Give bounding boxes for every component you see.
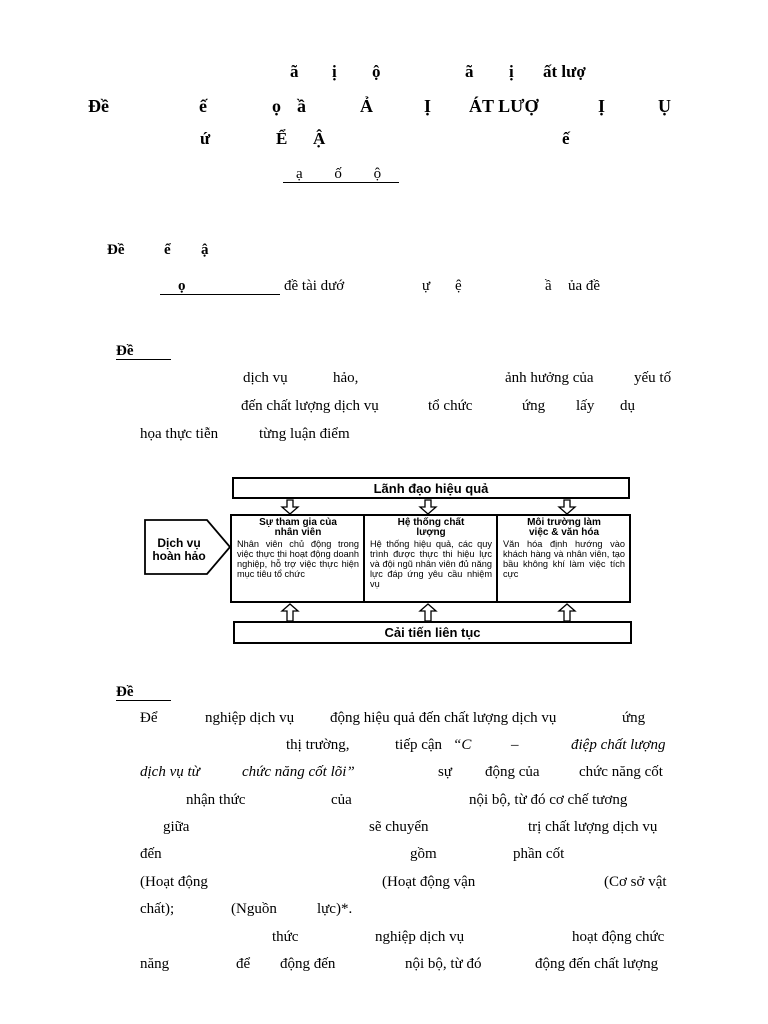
column-body: Hệ thống hiệu quả, các quy trình được thực thi hiệu lực và đội ngũ nhân viên đủ năng lực đáp ứng yêu cầu nhiệm vụ (370, 539, 492, 589)
down-arrow (420, 500, 436, 514)
text-fragment: của (331, 792, 352, 808)
title-fragment: Ậ (313, 129, 326, 148)
text-fragment: chức năng cốt (579, 764, 663, 780)
diagram-bottom-box (233, 621, 632, 644)
text-fragment: đến chất lượng dịch vụ (241, 398, 379, 414)
title-fragment: ầ (297, 96, 306, 116)
down-arrow (559, 500, 575, 514)
text-fragment: “C (453, 737, 472, 753)
text-fragment: dịch vụ (243, 370, 288, 386)
text-fragment: giữa (163, 819, 190, 835)
column-body: Nhân viên chủ động trong việc thực thi hoạt động doanh nghiệp, hỗ trợ việc thực hiện mục tiêu tổ chức (237, 539, 359, 579)
title-fragment: ị (332, 62, 337, 81)
text-fragment: động đến chất lượng (535, 956, 659, 972)
text-fragment: (Nguồn (231, 901, 277, 917)
diagram-left-label-line: hoàn hảo (152, 549, 206, 563)
text-fragment: nhận thức (186, 792, 246, 808)
up-arrow (559, 604, 575, 621)
title-fragment: ÁT LƯỢ (469, 96, 539, 116)
text-fragment: phần cốt (513, 846, 565, 862)
up-arrow (282, 604, 298, 621)
heading-underline (116, 359, 171, 360)
text-fragment: lực)*. (317, 901, 353, 917)
text-fragment: để (236, 956, 251, 972)
column-title (237, 518, 359, 538)
author-line: ạ ố ộ (296, 166, 396, 182)
text-fragment: nghiệp dịch vụ (375, 929, 465, 945)
text-fragment: yếu tố (634, 370, 672, 386)
text-fragment: – (511, 737, 519, 753)
text-fragment: động đến (280, 956, 336, 972)
text-fragment: điệp chất lượng (571, 737, 666, 753)
title-fragment: ọ (272, 96, 281, 116)
text-fragment: dụ (620, 398, 635, 414)
title-fragment: Ị (424, 96, 432, 116)
text-fragment: thức (272, 929, 299, 945)
section-heading: ể (164, 242, 171, 258)
section-heading: Đề (116, 684, 134, 700)
text-fragment: nội bộ, từ đó cơ chế tương (469, 792, 628, 808)
section-heading: Đề (107, 242, 125, 258)
title-fragment: ất lượ (543, 62, 586, 81)
diagram-bottom-label: Cải tiến liên tục (384, 625, 481, 640)
author-underline (283, 182, 399, 183)
up-arrow (420, 604, 436, 621)
title-fragment: ã (465, 62, 474, 81)
text-fragment: họa thực tiễn (140, 426, 219, 442)
title-fragment: ị (509, 62, 514, 81)
text-fragment: đề tài dướ (284, 278, 345, 294)
diagram-columns (230, 514, 631, 603)
text-fragment: chức năng cốt lõi” (242, 764, 355, 780)
text-fragment: trị chất lượng dịch vụ (528, 819, 658, 835)
title-fragment: Ể (276, 129, 288, 148)
text-fragment: năng (140, 956, 170, 972)
text-fragment: (Hoạt động (140, 874, 208, 890)
column-title-line: nhân viên (274, 527, 322, 538)
column-title-line: Môi trường làm (527, 517, 601, 528)
column-title-line: Sự tham gia của (259, 517, 337, 528)
text-fragment: ự (422, 278, 431, 294)
column-title-line: Hệ thống chất (397, 517, 465, 528)
text-fragment: gồm (410, 846, 437, 862)
text-fragment: ứng (522, 398, 546, 414)
text-fragment: động hiệu quả đến chất lượng dịch vụ (330, 710, 557, 726)
text-fragment: đến (140, 846, 162, 862)
text-fragment: ệ (455, 278, 462, 294)
title-fragment: ã (290, 62, 299, 81)
column-title (503, 518, 625, 538)
heading-underline (116, 700, 171, 701)
text-fragment: lấy (576, 398, 595, 414)
text-fragment: thị trường, (286, 737, 350, 753)
diagram-top-box (232, 477, 630, 499)
column-title-line: lượng (416, 527, 446, 538)
title-fragment: Ụ (658, 96, 671, 116)
text-fragment: (Cơ sở vật (604, 874, 667, 890)
text-fragment: ủa đề (568, 278, 601, 294)
text-fragment: ầ (545, 278, 552, 294)
title-fragment: Đề (88, 96, 109, 116)
text-fragment: hảo, (333, 370, 359, 386)
text-fragment: ảnh hưởng của (505, 370, 594, 386)
text-fragment: từng luận điểm (259, 426, 350, 442)
diagram-left-label-line: Dịch vụ (157, 536, 201, 550)
text-fragment: sự (438, 764, 452, 780)
text-fragment: tiếp cận (395, 737, 443, 753)
text-fragment: dịch vụ từ (140, 764, 200, 780)
column-title (370, 518, 492, 538)
section-heading: ậ (201, 242, 209, 258)
diagram-column (363, 516, 496, 601)
down-arrow (282, 500, 298, 514)
text-fragment: sẽ chuyển (369, 819, 429, 835)
title-fragment: Ả (360, 96, 373, 116)
title-fragment: ộ (372, 62, 381, 81)
text-fragment: chất); (140, 901, 175, 917)
text-fragment: ọ (178, 278, 186, 294)
title-fragment: Ị (598, 96, 606, 116)
text-fragment: Để (140, 710, 158, 726)
diagram-top-label: Lãnh đạo hiệu quả (373, 480, 489, 496)
title-fragment: ế (199, 96, 207, 116)
section-heading: Đề (116, 343, 134, 359)
text-fragment: nghiệp dịch vụ (205, 710, 295, 726)
text-fragment: nội bộ, từ đó (405, 956, 482, 972)
column-title-line: việc & văn hóa (528, 527, 600, 538)
text-fragment: ứng (622, 710, 646, 726)
diagram-column (232, 516, 363, 601)
text-fragment: tổ chức (428, 398, 473, 414)
text-fragment: hoạt động chức (572, 929, 665, 945)
title-fragment: ế (562, 129, 570, 148)
text-fragment: động của (485, 764, 540, 780)
text-fragment: (Hoạt động vận (382, 874, 476, 890)
diagram-column (496, 516, 629, 601)
diagram-left-label (148, 537, 210, 563)
title-fragment: ứ (200, 129, 211, 148)
column-body: Văn hóa định hướng vào khách hàng và nhân viên, tạo bầu không khí làm việc tích cực (503, 539, 625, 579)
